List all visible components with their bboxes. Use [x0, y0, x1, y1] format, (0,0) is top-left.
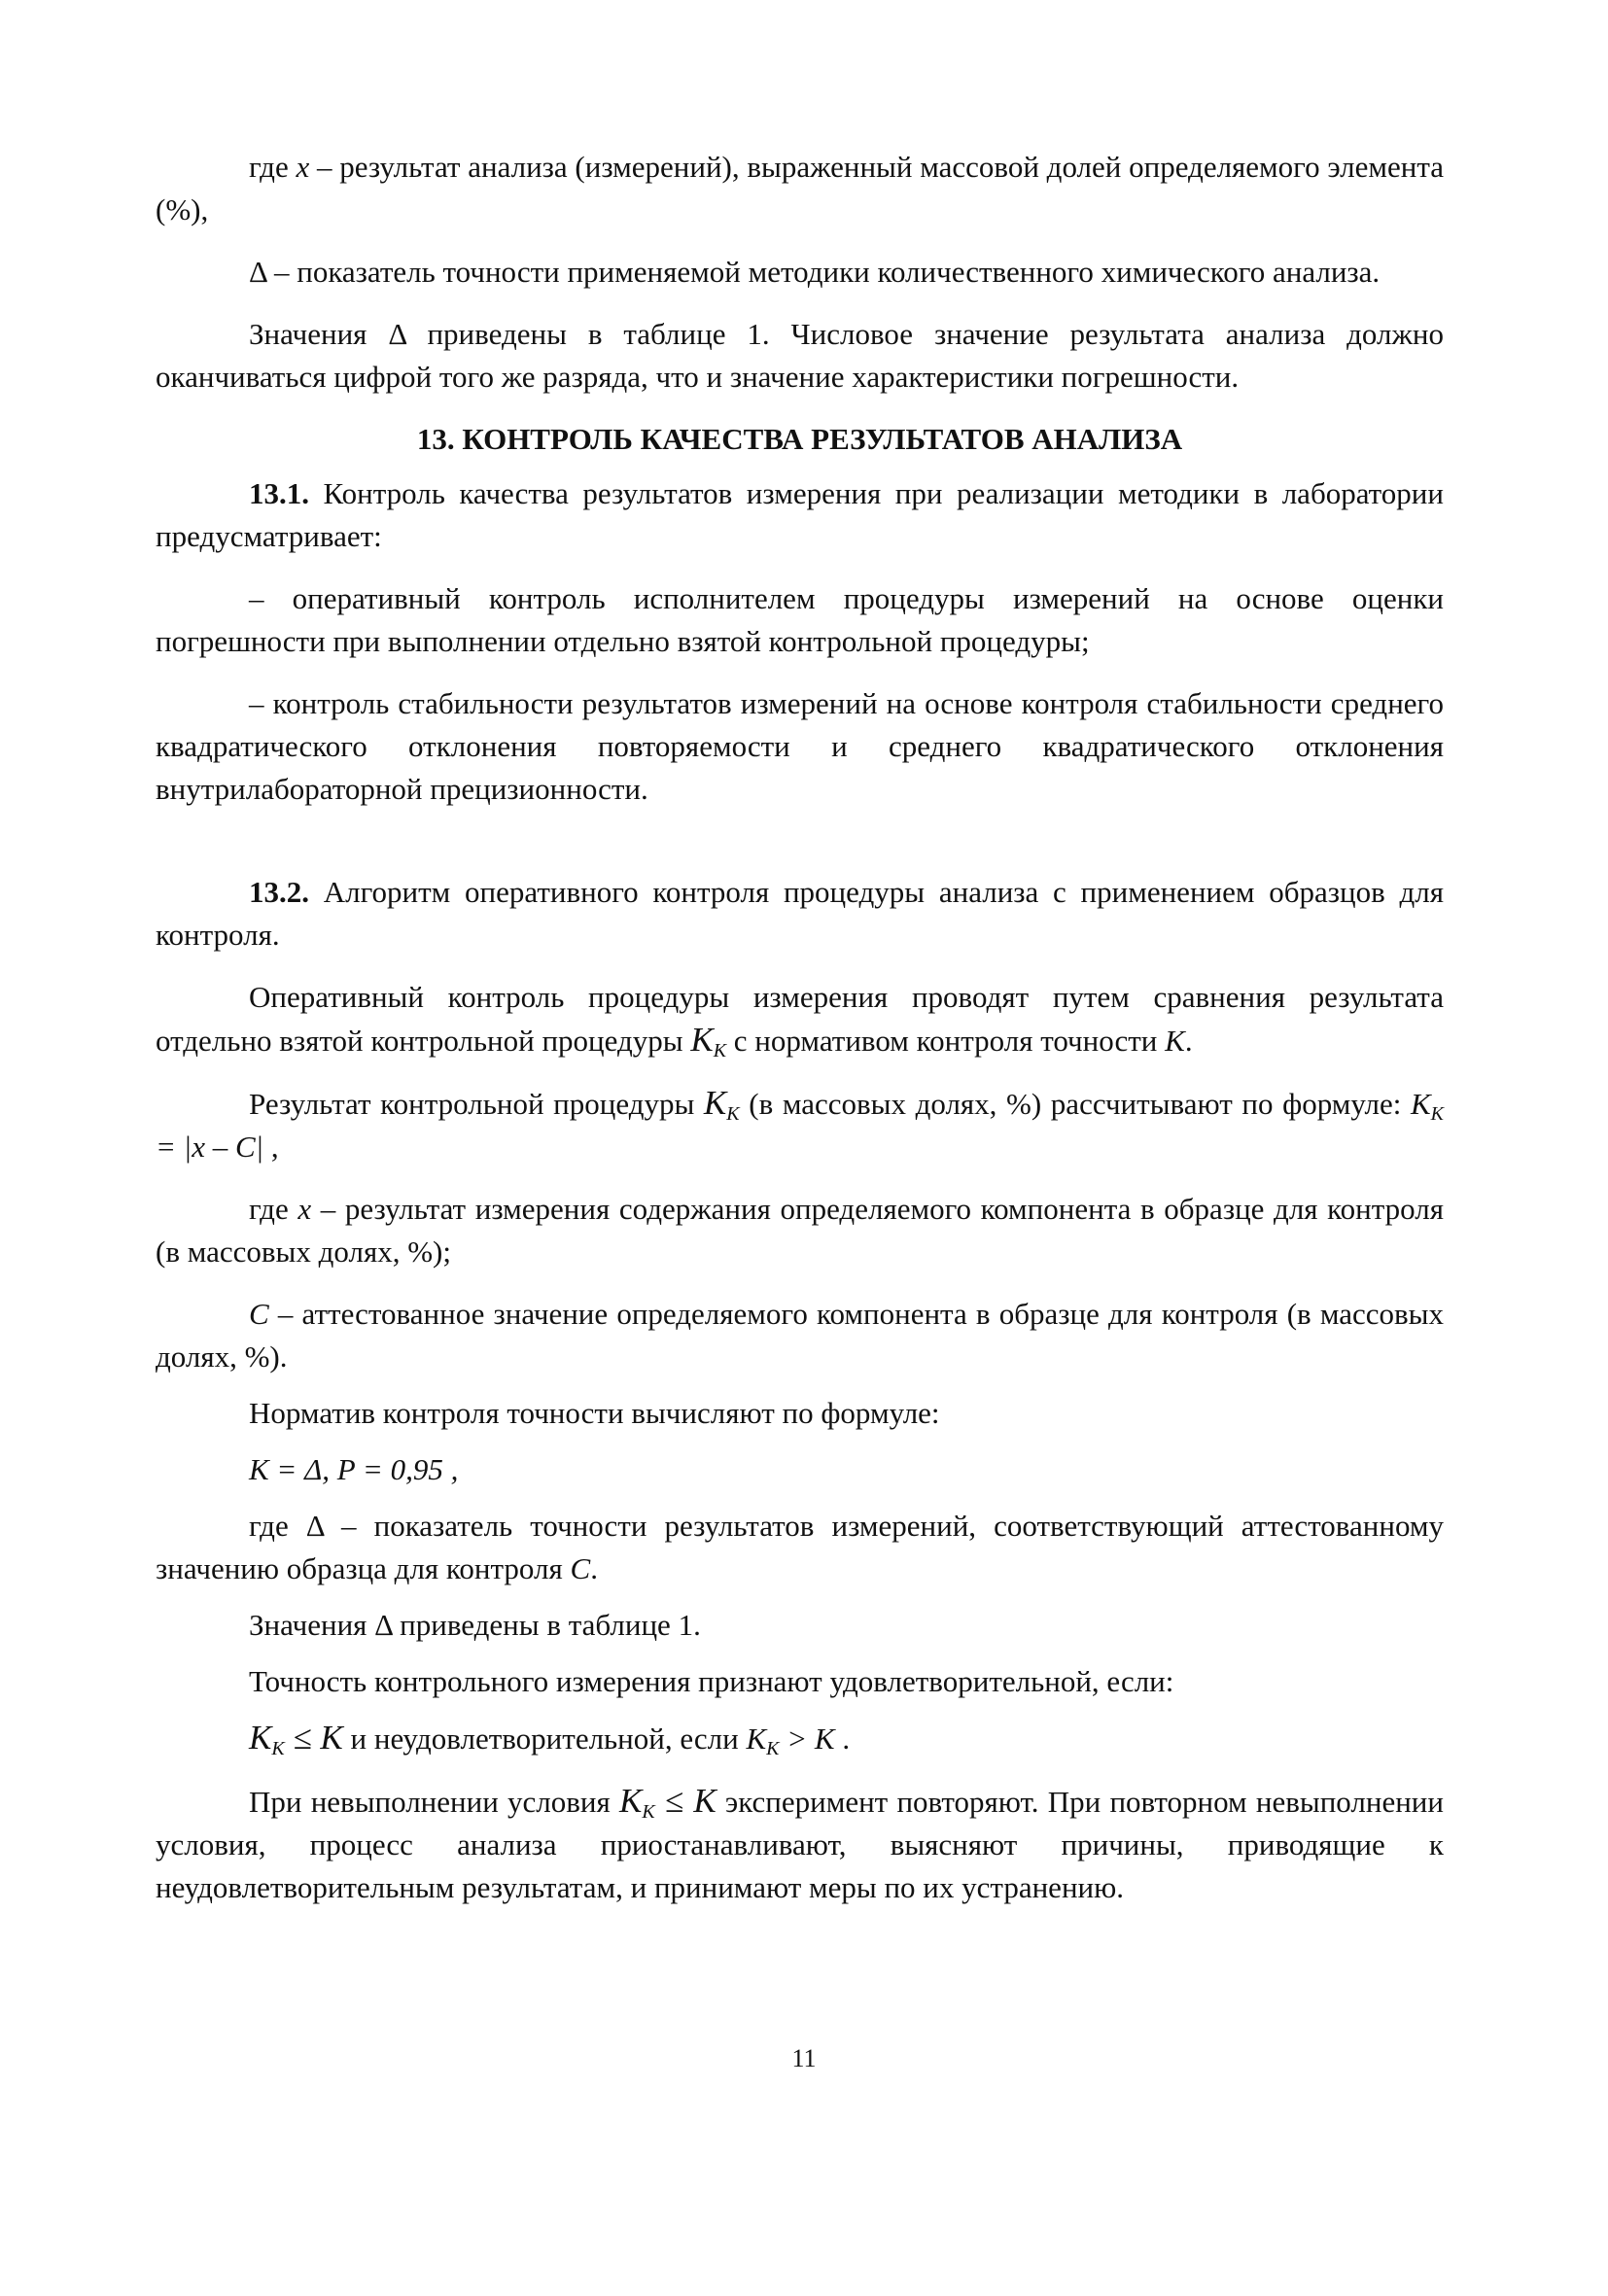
text: ,: [270, 1130, 279, 1164]
page-number: 11: [791, 2044, 817, 2072]
formula-k: K: [1410, 1087, 1431, 1121]
formula-k: K: [249, 1719, 272, 1757]
text: Оперативный контроль процедуры измерения проводят путем сравнения результата отдельно взятой контрольной процедуры: [156, 980, 1444, 1058]
list-item-operative-control: – оперативный контроль исполнителем процедуры измерений на основе оценки погрешности при выполнении отдельно взятой контрольной процедуры;: [156, 581, 1444, 658]
list-item-stability-control: – контроль стабильности результатов измерений на основе контроля стабильности среднего квадратического отклонения повторяемости и среднего квадратического отклонения внутрилабораторной прецизионности.: [156, 686, 1444, 806]
section-heading: 13. КОНТРОЛЬ КАЧЕСТВА РЕЗУЛЬТАТОВ АНАЛИЗА: [416, 422, 1183, 456]
text: – аттестованное значение определяемого компонента в образце для контроля (в массовых долях, %).: [156, 1297, 1444, 1374]
paragraph-delta-values: Значения Δ приведены в таблице 1. Числовое значение результата анализа должно оканчиваться цифрой того же разряда, что и значение характеристики погрешности.: [156, 317, 1444, 394]
section-number: 13.2.: [249, 875, 309, 909]
formula-body: ≤ K: [284, 1719, 343, 1757]
text: где Δ – показатель точности результатов измерений, соответствующий аттестованному значению образца для контроля: [156, 1509, 1444, 1585]
text: с нормативом контроля точности: [726, 1024, 1166, 1058]
formula-k-delta: K = Δ, P = 0,95 ,: [249, 1452, 459, 1486]
document-page: [156, 146, 1444, 1909]
text: эксперимент повторяют. При повторном невыполнении условия, процесс анализа приостанавливают, выясняют причины, приводящие к неудовлетворительным результатам, и принимают меры по их устранению.: [156, 1785, 1444, 1904]
text: При невыполнении условия: [249, 1785, 619, 1819]
paragraph-operative-control: [156, 976, 1444, 1062]
text: – результат анализа (измерений), выраженный массовой долей определяемого элемента (%),: [156, 150, 1445, 226]
paragraph-result-formula: [156, 1082, 1444, 1168]
variable-c: C: [249, 1297, 269, 1331]
text: и неудовлетворительной, если: [342, 1722, 747, 1756]
formula-condition: [156, 1717, 1444, 1760]
subscript: K: [713, 1040, 727, 1061]
paragraph-where-x: [156, 146, 1444, 231]
section-number: 13.1.: [249, 476, 309, 510]
formula-body: = |x – C|: [156, 1130, 271, 1164]
paragraph-repeat-experiment: [156, 1780, 1444, 1909]
paragraph-norm-formula-intro: Норматив контроля точности вычисляют по формуле:: [249, 1396, 940, 1430]
text: Контроль качества результатов измерения при реализации методики в лаборатории предусматривает:: [156, 476, 1444, 553]
text: где: [249, 1192, 298, 1226]
text: (в массовых долях, %) рассчитывают по формуле:: [739, 1087, 1411, 1121]
subscript: K: [726, 1103, 740, 1125]
subscript: K: [1430, 1103, 1444, 1125]
paragraph-delta-table: Значения Δ приведены в таблице 1.: [249, 1608, 701, 1642]
formula-body: ≤ K: [654, 1782, 717, 1820]
paragraph-where-x-measure: [156, 1188, 1444, 1273]
paragraph-13-1: [156, 472, 1444, 558]
paragraph-accuracy-condition: Точность контрольного измерения признают удовлетворительной, если:: [249, 1664, 1174, 1698]
variable-x: x: [296, 150, 310, 184]
variable-k: K: [690, 1021, 714, 1059]
formula-k: K: [618, 1782, 643, 1820]
text: где: [249, 150, 297, 184]
subscript: K: [271, 1738, 285, 1759]
text: .: [590, 1551, 598, 1585]
variable-k: K: [1165, 1024, 1185, 1058]
text: Результат контрольной процедуры: [249, 1087, 704, 1121]
text: Алгоритм оперативного контроля процедуры анализа с применением образцов для контроля.: [156, 875, 1444, 952]
paragraph-c-definition: [156, 1293, 1444, 1378]
text: – результат измерения содержания определяемого компонента в образце для контроля (в массовых долях, %);: [156, 1192, 1445, 1269]
formula-k: K: [746, 1722, 767, 1756]
variable-k: K: [703, 1084, 727, 1122]
variable-x: x: [297, 1192, 312, 1226]
subscript: K: [642, 1801, 655, 1823]
formula-body: > K: [779, 1722, 843, 1756]
subscript: K: [766, 1738, 780, 1759]
text: .: [1184, 1024, 1193, 1058]
text: .: [842, 1722, 851, 1756]
paragraph-delta-accuracy: [156, 1505, 1444, 1590]
paragraph-13-2: [156, 871, 1444, 957]
variable-c: C: [570, 1551, 591, 1585]
paragraph-delta-definition: Δ – показатель точности применяемой методики количественного химического анализа.: [249, 255, 1381, 289]
